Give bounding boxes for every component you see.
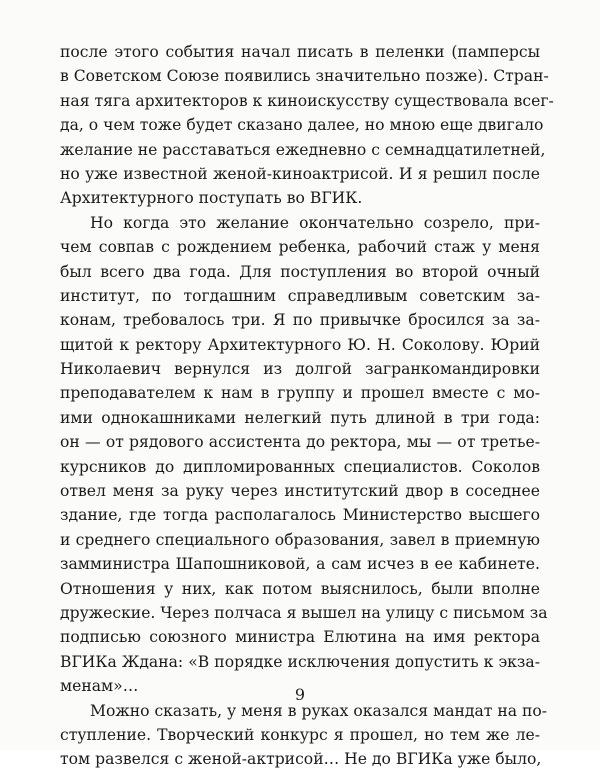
text-line: был всего два года. Для поступления во второй очный xyxy=(60,262,540,281)
text-line: курсников до дипломированных специалистов. Соколов xyxy=(60,457,540,476)
text-line: подписью союзного министра Елютина на имя ректора xyxy=(60,628,540,647)
paragraph xyxy=(60,699,548,772)
text-line: он — от рядового ассистента до ректора, мы — от третье- xyxy=(60,433,540,452)
text-line: том развелся с женой-актрисой… Не до ВГИКа уже было, xyxy=(60,750,542,769)
text-line: конам, требовалось три. Я по привычке бросился за за- xyxy=(60,311,540,330)
text-line: менам»… xyxy=(60,677,139,696)
text-line: в Советском Союзе появились значительно позже). Стран- xyxy=(60,67,549,86)
body-text xyxy=(60,40,554,772)
page-number: 9 xyxy=(294,685,306,704)
paragraph xyxy=(60,211,548,699)
text-line: Отношения у них, как потом выяснилось, были вполне xyxy=(60,579,540,598)
text-line: отвел меня за руку через институтский двор в соседнее xyxy=(60,482,540,501)
text-line: дружеские. Через полчаса я вышел на улицу с письмом за xyxy=(60,603,548,622)
text-line: Но когда это желание окончательно созрело, при- xyxy=(90,213,540,232)
text-line: ступление. Творческий конкурс я прошел, но тем же ле- xyxy=(60,725,540,744)
text-line: здание, где тогда располагалось Министерство высшего xyxy=(60,506,540,525)
text-line: после этого события начал писать в пеленки (памперсы xyxy=(60,43,540,61)
text-line: ими однокашниками нелегкий путь длиной в три года: xyxy=(60,408,540,427)
text-line: чем совпав с рождением ребенка, рабочий стаж у меня xyxy=(60,238,540,257)
text-line: да, о чем тоже будет сказано далее, но мною еще двигало xyxy=(60,116,544,135)
text-line: но уже известной женой-киноактрисой. И я решил после xyxy=(60,164,540,183)
text-line: Можно сказать, у меня в руках оказался мандат на по- xyxy=(90,701,548,720)
text-line: Николаевич вернулся из долгой загранкомандировки xyxy=(60,360,540,379)
paragraph xyxy=(60,40,554,211)
text-line: Архитектурного поступать во ВГИК. xyxy=(60,189,363,208)
text-line: ная тяга архитекторов к киноискусству существовала всег- xyxy=(60,91,554,110)
text-line: щитой к ректору Архитектурного Ю. Н. Соколову. Юрий xyxy=(60,335,540,354)
text-line: ВГИКа Ждана: «В порядке исключения допустить к экза- xyxy=(60,652,540,671)
text-line: институт, по тогдашним справедливым советским за- xyxy=(60,286,540,305)
text-line: замминистра Шапошниковой, а сам исчез в ее кабинете. xyxy=(60,555,540,574)
text-line: и среднего специального образования, завел в приемную xyxy=(60,530,540,549)
text-line: желание не расставаться ежедневно с семнадцатилетней, xyxy=(60,140,546,159)
text-line: преподавателем к нам в группу и прошел вместе с мо- xyxy=(60,384,540,403)
